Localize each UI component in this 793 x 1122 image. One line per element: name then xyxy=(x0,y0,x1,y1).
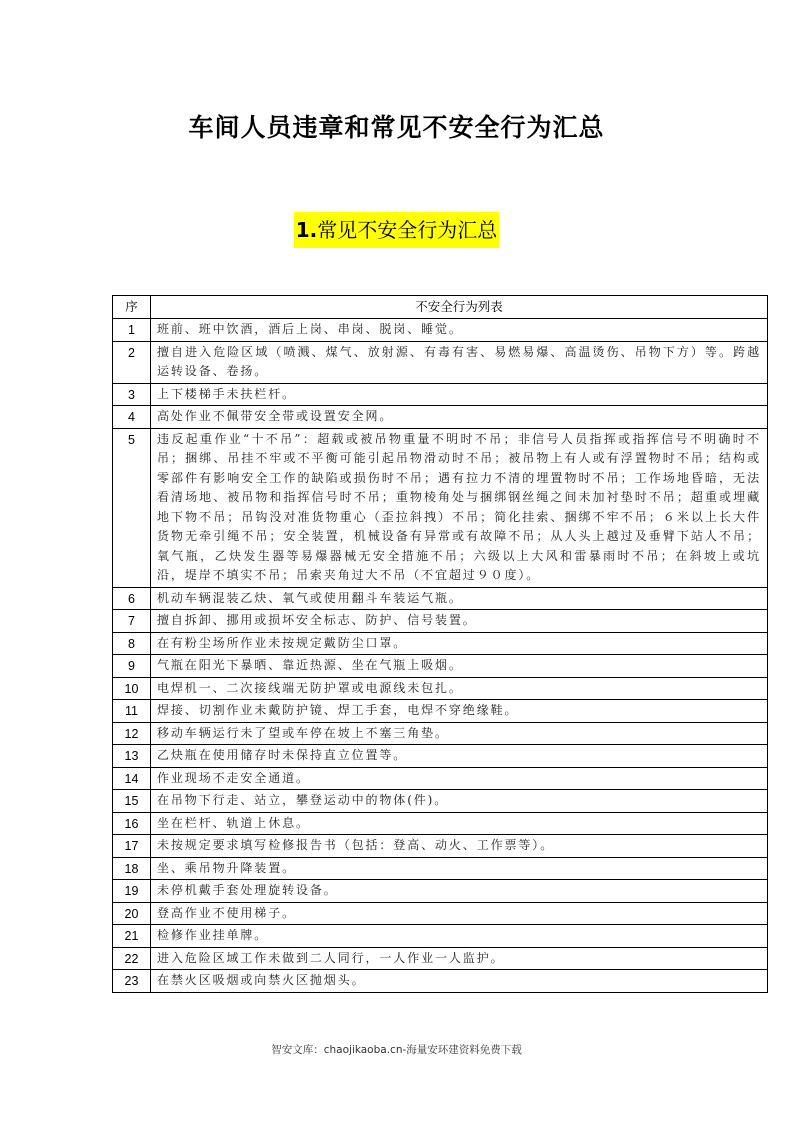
row-number: 2 xyxy=(113,341,151,383)
section-heading xyxy=(294,212,500,248)
table-row xyxy=(113,812,768,835)
row-description: 作业现场不走安全通道。 xyxy=(151,767,768,790)
row-number: 18 xyxy=(113,857,151,880)
row-description: 机动车辆混装乙炔、氧气或使用翻斗车装运气瓶。 xyxy=(151,587,768,610)
row-description: 登高作业不使用梯子。 xyxy=(151,902,768,925)
table-row xyxy=(113,857,768,880)
page-footer: 智安文库：chaojikaoba.cn-海量安环建资料免费下载 xyxy=(271,1044,522,1056)
row-number: 15 xyxy=(113,790,151,813)
table-row xyxy=(113,587,768,610)
column-header-no: 序 xyxy=(113,296,151,319)
row-number: 8 xyxy=(113,632,151,655)
column-header-description: 不安全行为列表 xyxy=(151,296,768,319)
row-number: 1 xyxy=(113,319,151,342)
table-row xyxy=(113,655,768,678)
table-row xyxy=(113,880,768,903)
table-row xyxy=(113,700,768,723)
row-description: 擅自拆卸、挪用或损坏安全标志、防护、信号装置。 xyxy=(151,610,768,633)
row-description: 未按规定要求填写检修报告书（包括：登高、动火、工作票等）。 xyxy=(151,835,768,858)
row-description: 坐在栏杆、轨道上休息。 xyxy=(151,812,768,835)
row-number: 23 xyxy=(113,970,151,993)
row-number: 20 xyxy=(113,902,151,925)
table-row xyxy=(113,428,768,587)
row-number: 9 xyxy=(113,655,151,678)
table-row xyxy=(113,341,768,383)
table-row xyxy=(113,610,768,633)
table-row xyxy=(113,767,768,790)
row-description: 检修作业挂单牌。 xyxy=(151,925,768,948)
row-number: 17 xyxy=(113,835,151,858)
row-description: 焊接、切割作业未戴防护镜、焊工手套，电焊不穿绝缘鞋。 xyxy=(151,700,768,723)
table-row xyxy=(113,319,768,342)
section-heading-container xyxy=(0,212,793,248)
table-row xyxy=(113,790,768,813)
row-number: 12 xyxy=(113,722,151,745)
row-description: 移动车辆运行未了望或车停在坡上不塞三角垫。 xyxy=(151,722,768,745)
row-description: 未停机戴手套处理旋转设备。 xyxy=(151,880,768,903)
row-description: 上下楼梯手未扶栏杆。 xyxy=(151,383,768,406)
row-number: 14 xyxy=(113,767,151,790)
row-number: 16 xyxy=(113,812,151,835)
table-row xyxy=(113,383,768,406)
row-description: 高处作业不佩带安全带或设置安全网。 xyxy=(151,406,768,429)
row-description: 违反起重作业“十不吊”：超载或被吊物重量不明时不吊；非信号人员指挥或指挥信号不明确时不吊；捆绑、吊挂不牢或不平衡可能引起吊物滑动时不吊；被吊物上有人或有浮置物时不吊；结构或零部件有影响安全工作的缺陷或损伤时不吊；遇有拉力不清的埋置物时不吊；工作场地昏暗，无法看清场地、被吊物和指挥信号时不吊；重物棱角处与捆绑钢丝绳之间未加衬垫时不吊；超重或埋藏地下物不吊；吊钩没对准货物重心（歪拉斜拽）不吊；简化挂索、捆绑不牢不吊；６米以上长大件货物无牵引绳不吊；安全装置，机械设备有异常或有故障不吊；从人头上越过及垂臂下站人不吊；氧气瓶，乙炔发生器等易爆器械无安全措施不吊；六级以上大风和雷暴雨时不吊；在斜坡上或坑沿，堤岸不填实不吊；吊索夹角过大不吊（不宜超过９０度）。 xyxy=(151,428,768,587)
table-row xyxy=(113,677,768,700)
section-number: 1. xyxy=(295,218,318,242)
row-number: 11 xyxy=(113,700,151,723)
row-number: 4 xyxy=(113,406,151,429)
row-description: 乙炔瓶在使用储存时未保持直立位置等。 xyxy=(151,745,768,768)
table-row xyxy=(113,835,768,858)
table-header-row xyxy=(113,296,768,319)
row-description: 进入危险区域工作未做到二人同行，一人作业一人监护。 xyxy=(151,947,768,970)
section-title: 常见不安全行为汇总 xyxy=(317,218,498,242)
table-row xyxy=(113,902,768,925)
row-description: 气瓶在阳光下暴晒、靠近热源、坐在气瓶上吸烟。 xyxy=(151,655,768,678)
row-number: 21 xyxy=(113,925,151,948)
row-description: 坐、乘吊物升降装置。 xyxy=(151,857,768,880)
table-body xyxy=(113,319,768,993)
table-row xyxy=(113,632,768,655)
row-description: 在禁火区吸烟或向禁火区抛烟头。 xyxy=(151,970,768,993)
table-row xyxy=(113,970,768,993)
row-description: 班前、班中饮酒，酒后上岗、串岗、脱岗、睡觉。 xyxy=(151,319,768,342)
row-description: 擅自进入危险区域（喷溅、煤气、放射源、有毒有害、易燃易爆、高温烫伤、吊物下方）等。跨越运转设备、卷扬。 xyxy=(151,341,768,383)
table-row xyxy=(113,745,768,768)
row-number: 19 xyxy=(113,880,151,903)
row-number: 5 xyxy=(113,428,151,587)
row-description: 在吊物下行走、站立，攀登运动中的物体(件)。 xyxy=(151,790,768,813)
row-description: 电焊机一、二次接线端无防护罩或电源线未包扎。 xyxy=(151,677,768,700)
document-title: 车间人员违章和常见不安全行为汇总 xyxy=(188,113,605,142)
row-number: 13 xyxy=(113,745,151,768)
row-number: 7 xyxy=(113,610,151,633)
row-description: 在有粉尘场所作业未按规定戴防尘口罩。 xyxy=(151,632,768,655)
table-row xyxy=(113,947,768,970)
unsafe-behavior-table xyxy=(112,295,768,993)
table-row xyxy=(113,722,768,745)
table-row xyxy=(113,406,768,429)
table-row xyxy=(113,925,768,948)
row-number: 3 xyxy=(113,383,151,406)
row-number: 6 xyxy=(113,587,151,610)
row-number: 22 xyxy=(113,947,151,970)
row-number: 10 xyxy=(113,677,151,700)
